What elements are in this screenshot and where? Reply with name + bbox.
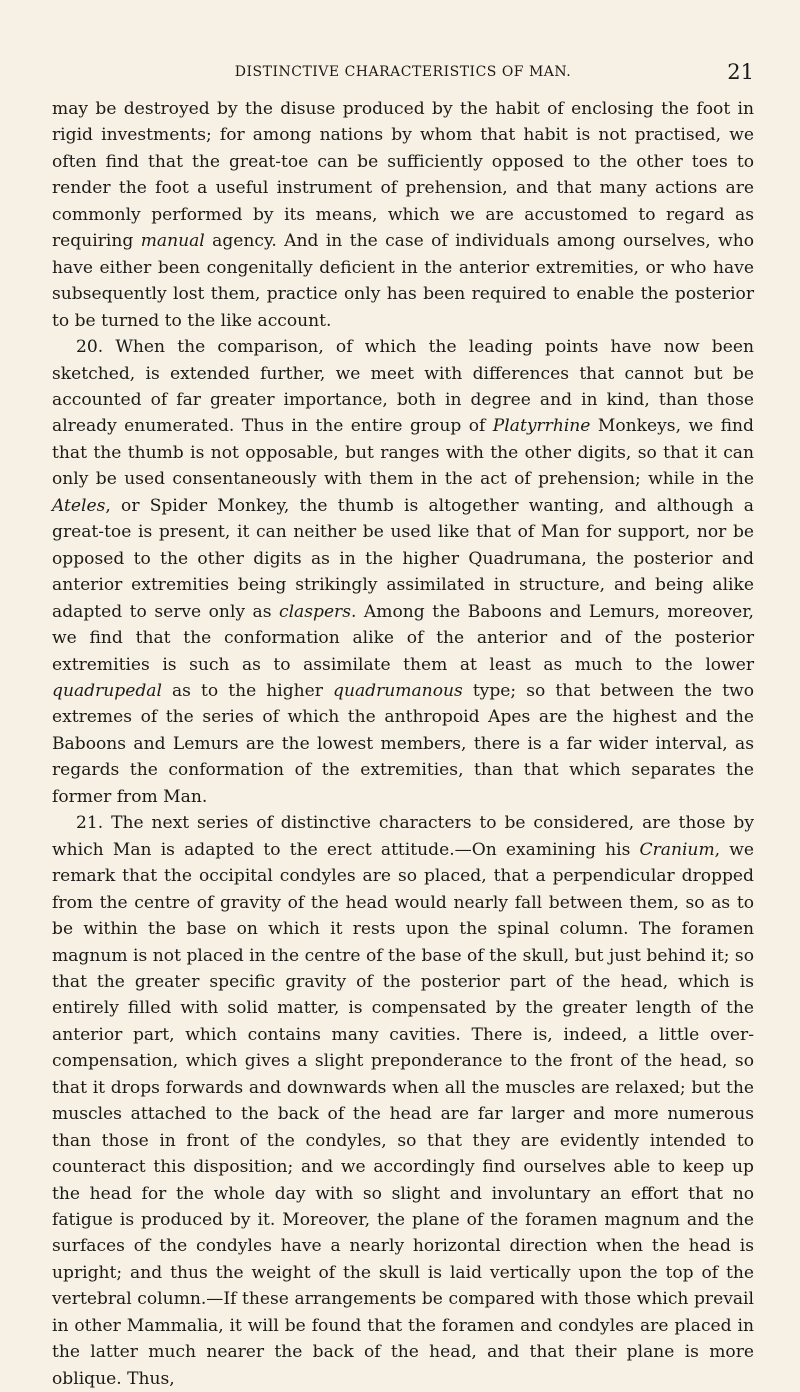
italic-term: quadrupedal	[52, 680, 162, 701]
text-run: Monkeys, we find that the thumb is not opposable, but ranges with the other digits, so that it can only be used consentaneously with them in the act of prehension; while in the	[52, 416, 754, 490]
text-run: type; so that between the two extremes of the series of which the anthropoid Apes are the highest and the Baboons and Lemurs are the lowest members, there is a far wider interval, as regards the conformation of the extremities, than that which separates the former from Man.	[52, 680, 754, 807]
italic-term: quadrumanous	[333, 680, 463, 701]
italic-term: Platyrrhine	[492, 416, 591, 437]
text-run: agency. And in the case of individuals among ourselves, who have either been congenitally deficient in the anterior extremities, or who have subsequently lost them, practice only has been required to enable the posterior to be turned to the like account.	[52, 231, 754, 331]
paragraph-section-21	[52, 810, 754, 1392]
text-run: 20. When the comparison, of which the leading points have now been sketched, is extended further, we meet with differences that cannot but be accounted of far greater importance, both in degree and in kind, than those already enumerated. Thus in the entire group of	[52, 337, 754, 437]
text-run: 21. The next series of distinctive characters to be considered, are those by which Man is adapted to the erect attitude.—On examining his	[52, 813, 754, 860]
text-run: as to the higher	[161, 680, 334, 701]
text-run: , or Spider Monkey, the thumb is altogether wanting, and although a great-toe is present, it can neither be used like that of Man for support, nor be opposed to the other digits as in the higher Quadrumana, the posterior and anterior extremities being strikingly assimilated in structure, and being alike adapted to serve only as	[52, 495, 754, 622]
paragraph-section-20	[52, 334, 754, 810]
text-run: may be destroyed by the disuse produced by the habit of enclosing the foot in rigid investments; for among nations by whom that habit is not practised, we often find that the great-toe can be sufficiently opposed to the other toes to render the foot a useful instrument of prehension, and that many actions are commonly performed by its means, which we are accustomed to regard as requiring	[52, 99, 754, 252]
page-number: 21	[727, 60, 754, 84]
italic-term: manual	[140, 231, 205, 252]
running-head	[52, 60, 754, 88]
text-run: . Among the Baboons and Lemurs, moreover, we find that the conformation alike of the anterior and of the posterior extremities is such as to assimilate them at least as much to the lower	[52, 601, 754, 675]
running-title: DISTINCTIVE CHARACTERISTICS OF MAN.	[234, 64, 572, 80]
paragraph-continued	[52, 96, 754, 334]
italic-term: Cranium	[639, 839, 715, 860]
italic-term: Ateles	[52, 495, 106, 516]
text-run: , we remark that the occipital condyles are so placed, that a perpendicular dropped from the centre of gravity of the head would nearly fall between them, so as to be within the base on which it rests upon the spinal column. The foramen magnum is not placed in the centre of the base of the skull, but just behind it; so that the greater specific gravity of the posterior part of the head, which is entirely filled with solid matter, is compensated by the greater length of the anterior part, which contains many cavities. There is, indeed, a little over-compensation, which gives a slight preponderance to the front of the head, so that it drops forwards and downwards when all the muscles are relaxed; but the muscles attached to the back of the head are far larger and more numerous than those in front of the condyles, so that they are evidently intended to counteract this disposition; and we accordingly find ourselves able to keep up the head for the whole day with so slight and involuntary an effort that no fatigue is produced by it. Moreover, the plane of the foramen magnum and the surfaces of the condyles have a nearly horizontal direction when the head is upright; and thus the weight of the skull is laid vertically upon the top of the vertebral column.—If these arrangements be compared with those which prevail in other Mammalia, it will be found that the foramen and condyles are placed in the latter much nearer the back of the head, and that their plane is more oblique. Thus,	[52, 839, 754, 1389]
italic-term: claspers	[279, 601, 352, 622]
body-text	[52, 96, 754, 1392]
